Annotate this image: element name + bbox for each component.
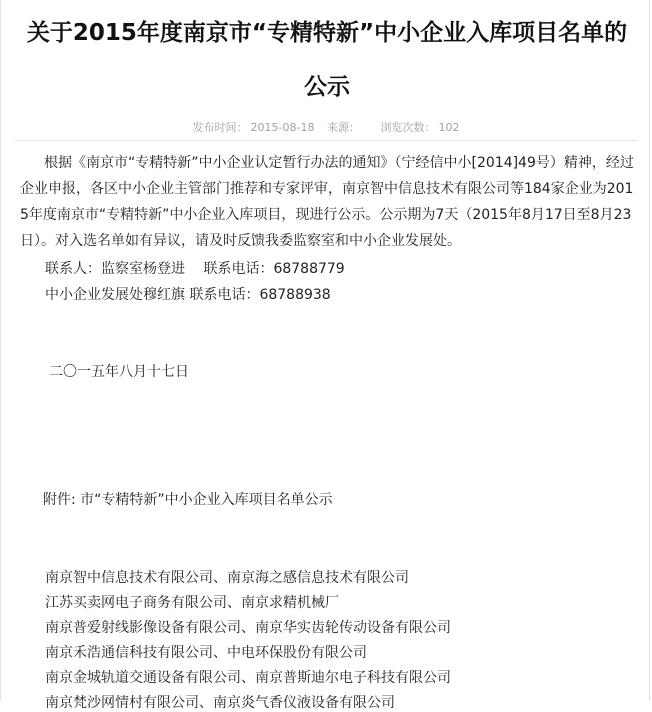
attachment-title: 附件: 市“专精特新”中小企业入库项目名单公示 bbox=[43, 492, 333, 508]
article-title-line2: 公示 bbox=[304, 74, 350, 100]
company-list-item: 南京梵沙网情村有限公司、南京炎气香仪液设备有限公司 bbox=[45, 695, 395, 711]
article-date: 二〇一五年八月十七日 bbox=[49, 364, 189, 380]
source-label: 来源： bbox=[326, 121, 360, 134]
company-list-item: 南京普爱射线影像设备有限公司、南京华实齿轮传动设备有限公司 bbox=[45, 620, 451, 636]
article-body-paragraph: 根据《南京市“专精特新”中小企业认定暂行办法的通知》（宁经信中小[2014]49号）精神，经过企业申报，各区中小企业主管部门推荐和专家评审，南京智中信息技术有限公司等184家企业为2015年度南京市“专精特新”中小企业入库项目，现进行公示。公示期为7天（2015年8月17日至8月23 日）。对入选名单如有异议，请及时反馈我委监察室和中小企业发展处。 bbox=[20, 155, 634, 249]
company-list-item: 江苏买卖网电子商务有限公司、南京求精机械厂 bbox=[45, 595, 339, 611]
article-title-line1: 关于2015年度南京市“专精特新”中小企业入库项目名单的 bbox=[26, 20, 628, 46]
publish-label: 发布时间： bbox=[192, 121, 248, 134]
contact-line-1: 联系人：监察室杨登进 联系电话：68788779 bbox=[45, 261, 345, 277]
company-list-item: 南京禾浩通信科技有限公司、中电环保股份有限公司 bbox=[45, 645, 367, 661]
company-list-item: 南京金城轨道交通设备有限公司、南京普斯迪尔电子科技有限公司 bbox=[45, 670, 451, 686]
article-meta bbox=[1, 119, 651, 135]
meta-divider bbox=[15, 140, 637, 141]
company-list-item: 南京智中信息技术有限公司、南京海之感信息技术有限公司 bbox=[45, 570, 409, 586]
views-count: 102 bbox=[438, 121, 460, 134]
publish-date: 2015-08-18 bbox=[250, 121, 315, 134]
views-label: 浏览次数： bbox=[380, 121, 436, 134]
contact-line-2: 中小企业发展处穆红旗 联系电话：68788938 bbox=[45, 287, 331, 303]
